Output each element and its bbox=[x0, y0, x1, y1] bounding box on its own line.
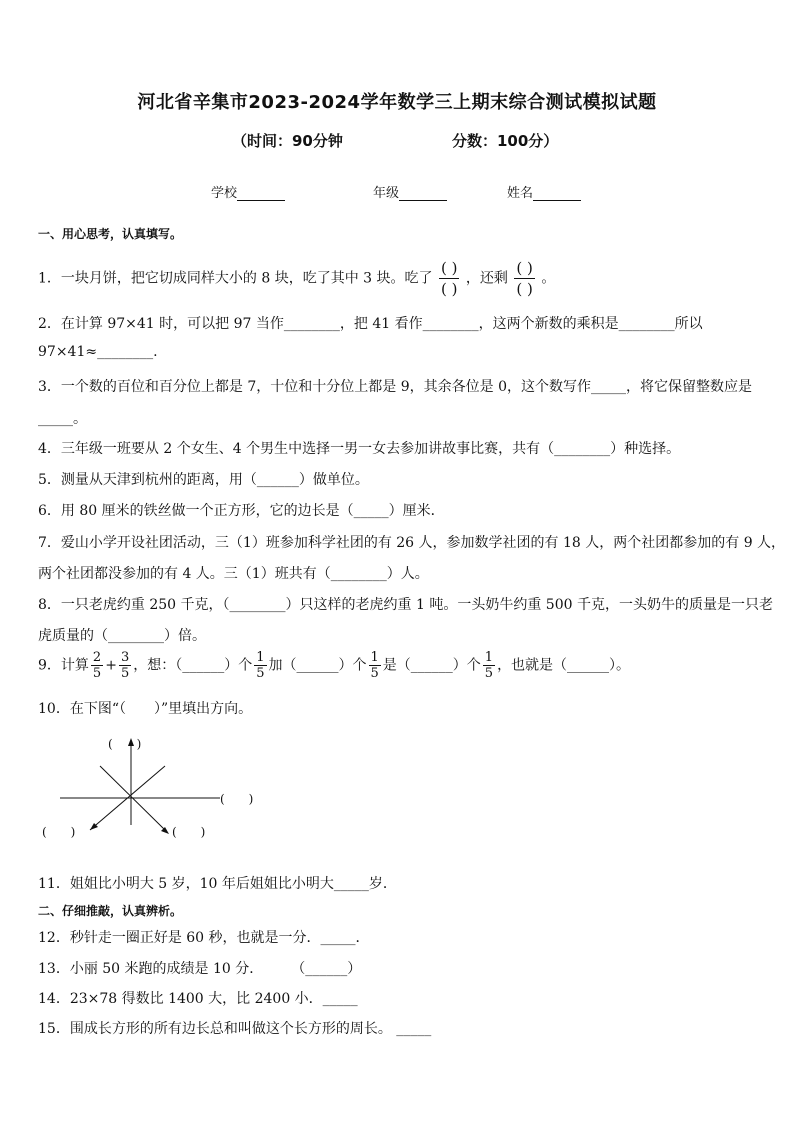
fraction-eaten[interactable]: $\frac{( )}{( )}$ bbox=[440, 259, 458, 298]
question-4: 4．三年级一班要从 2 个女生、4 个男生中选择一男一女去参加讲故事比赛，共有（________）种选择。 bbox=[38, 441, 681, 457]
name-field[interactable] bbox=[507, 182, 581, 201]
grade-label: 年级 bbox=[373, 186, 400, 201]
grade-blank[interactable] bbox=[399, 186, 447, 201]
question-2-line-2: 97×41≈________. bbox=[38, 344, 158, 360]
question-8-line-2: 虎质量的（________）倍。 bbox=[38, 628, 206, 644]
question-1-text: 1．一块月饼，把它切成同样大小的 8 块，吃了其中 3 块。吃了 bbox=[38, 270, 433, 287]
fraction-2-5: $\frac{2}{5}$ bbox=[92, 650, 102, 681]
compass-label-bottom-left: ( ) bbox=[42, 825, 76, 839]
question-1-text-b: ，还剩 bbox=[465, 270, 508, 287]
exam-time: （时间：90分钟 bbox=[232, 132, 343, 150]
name-blank[interactable] bbox=[533, 186, 581, 201]
question-3-line-1: 3．一个数的百位和百分位上都是 7，十位和十分位上都是 9，其余各位是 0，这个数写作_____，将它保留整数应是 bbox=[38, 379, 752, 395]
exam-score: 分数：100分） bbox=[452, 132, 559, 150]
question-11: 11．姐姐比小明大 5 岁，10 年后姐姐比小明大_____岁． bbox=[38, 876, 397, 892]
compass-label-right: ( ) bbox=[220, 792, 254, 806]
question-7-line-1: 7．爱山小学开设社团活动，三（1）班参加科学社团的有 26 人，参加数学社团的有 18 人，两个社团都参加的有 9 人， bbox=[38, 535, 786, 551]
question-8-line-1: 8．一只老虎约重 250 千克，（________）只这样的老虎约重 1 吨。一头奶牛约重 500 千克，一头奶牛的质量是一只老 bbox=[38, 597, 773, 613]
fraction-1-5-a: $\frac{1}{5}$ bbox=[256, 650, 265, 681]
question-15: 15．围成长方形的所有边长总和叫做这个长方形的周长。 _____ bbox=[38, 1021, 432, 1037]
section-1-heading: 一、用心思考，认真填写。 bbox=[38, 227, 183, 241]
question-10: 10．在下图“（ ）”里填出方向。 bbox=[38, 701, 253, 717]
question-6: 6．用 80 厘米的铁丝做一个正方形，它的边长是（_____）厘米． bbox=[38, 503, 445, 519]
compass-diagram bbox=[40, 730, 300, 850]
question-13: 13．小丽 50 米跑的成绩是 10 分． （______） bbox=[38, 961, 362, 977]
question-7-line-2: 两个社团都没参加的有 4 人。三（1）班共有（________）人。 bbox=[38, 566, 429, 582]
grade-field[interactable] bbox=[373, 182, 447, 201]
question-9: 9．计算 $\frac{2}{5}$ + $\frac{3}{5}$ ，想：（______）个 $\frac{1}{5}$ 加（______）个 $\frac{1}{5}$ 是（______）个 $\frac{1}{5}$ ，也就是（______）。 bbox=[38, 650, 631, 681]
page-title: 河北省辛集市2023-2024学年数学三上期末综合测试模拟试题 bbox=[137, 92, 657, 113]
compass-label-top: ( ) bbox=[108, 737, 142, 751]
fraction-1-5-c: $\frac{1}{5}$ bbox=[484, 650, 494, 681]
school-blank[interactable] bbox=[237, 186, 285, 201]
school-field[interactable] bbox=[211, 182, 285, 201]
compass-label-bottom-right: ( ) bbox=[172, 825, 206, 839]
question-1: 1．一块月饼，把它切成同样大小的 8 块，吃了其中 3 块。吃了 $\frac{( )}{( )}$ ，还剩 $\frac{( )}{( )}$ 。 bbox=[38, 259, 556, 298]
question-14: 14．23×78 得数比 1400 大，比 2400 小．_____ bbox=[38, 991, 358, 1007]
arrow-down-right bbox=[161, 827, 169, 834]
section-2-heading: 二、仔细推敲，认真辨析。 bbox=[38, 904, 183, 918]
fraction-3-5: $\frac{3}{5}$ bbox=[120, 650, 130, 681]
question-2-line-1: 2．在计算 97×41 时，可以把 97 当作________，把 41 看作________，这两个新数的乘积是________所以 bbox=[38, 316, 703, 332]
question-5: 5．测量从天津到杭州的距离，用（______）做单位。 bbox=[38, 472, 369, 488]
question-12: 12．秒针走一圈正好是 60 秒，也就是一分．_____． bbox=[38, 930, 370, 946]
fraction-remaining[interactable]: $\frac{( )}{( )}$ bbox=[516, 259, 533, 298]
fraction-1-5-b: $\frac{1}{5}$ bbox=[370, 650, 379, 681]
school-label: 学校 bbox=[211, 186, 238, 201]
name-label: 姓名 bbox=[507, 186, 534, 201]
question-3-line-2: _____。 bbox=[38, 411, 87, 427]
